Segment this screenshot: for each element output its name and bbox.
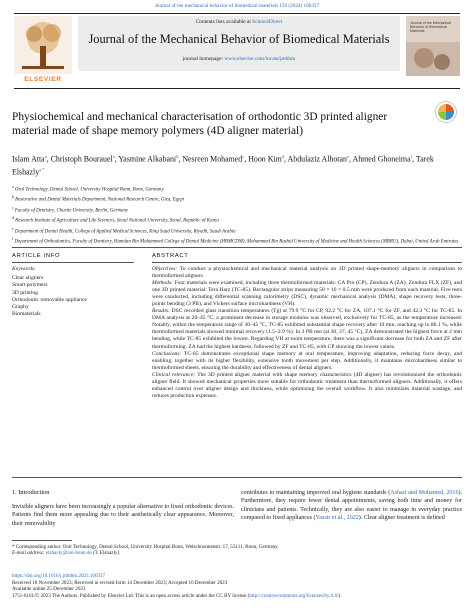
introduction-text-right [241, 489, 462, 522]
abstract-section-text: Four materials were examined, including three thermoformed materials: CA Pro (CP), Zendura A (ZA), Zendura FLX (ZF), and one 3D printed material: Tera Harz (TC-85). Rectangular strips measuring 50 × 10 × 0.5 mm were produced from each material. Five tests were conducted, including differential scanning calorimetry (DSC), dynamic mechanical analysis (DMA), shape recovery tests, three-points bending (3 PB), and Vickers surface microhardness (VH). [152, 280, 462, 308]
contents-prefix: Contents lists available at [195, 19, 253, 25]
affiliation-item [12, 194, 462, 204]
email-suffix: (T. Elshazly). [91, 550, 121, 557]
affiliation-text: Department of Orthodontics, Faculty of Dentistry, Hamdan Bin Mohammed College of Dental Medicine (HBMCDM), Mohammed Bin Rashid University of Medicine and Health Sciences (MBRU), Dubai, United Arab Emirates [14, 239, 459, 245]
license-prefix: 1751-6161/© 2023 The Authors. Published by Elsevier Ltd. This is an open access article under the CC BY license ( [12, 592, 250, 599]
corresponding-author-footnote [12, 544, 462, 557]
abstract-paragraph [152, 280, 462, 308]
citation-link[interactable]: Yassir et al., 2022 [315, 514, 359, 521]
abstract-section-label: Methods: [152, 280, 173, 287]
author-list: Islam Atta$^a$, Christoph Bourauel$^a$, Yasmine Alkabani$^b$, Nesreen Mohamed$^c$, Hoon Kim$^d$, Abdulaziz Alhotan$^e$, Ahmed Ghoneima$^f$, Tarek Elshazly$^{a,*}$ [12, 154, 434, 177]
check-for-updates-icon [434, 100, 458, 124]
abstract-body [152, 266, 462, 400]
abstract-section-label: Objectives: [152, 266, 178, 272]
title-top-rule [14, 88, 460, 89]
received-dates: Received 18 November 2023; Received in revised form 14 December 2023; Accepted 16 December 2023 [12, 579, 228, 586]
author-affiliation-marker[interactable]: a [44, 154, 47, 159]
author-name[interactable]: Hoon Kim [248, 154, 282, 164]
license-link[interactable]: http://creativecommons.org/licenses/by/4.0/ [249, 592, 339, 599]
affiliation-marker: b [12, 195, 14, 200]
header-divider [14, 13, 460, 14]
email-label: E-mail address: [12, 550, 46, 557]
affiliation-item [12, 184, 462, 194]
abstract-section-text: To conduct a physiochemical and mechanical material analysis on 3D printed shape-memory aligners in comparison to thermoformed aligners. [152, 266, 462, 280]
sciencedirect-link[interactable]: ScienceDirect [252, 19, 283, 25]
journal-reference-line[interactable]: Journal of the mechanical behavior of biomedical materials 150 (2024) 106337 [154, 3, 320, 9]
abstract-section-text: TC-85 demonstrates exceptional shape memory at oral temperature, improving adaptation, reducing force decay, and enabling, together with its higher flexibility, extensive tooth movement per step. Additionally, it maintains microhardness similar to thermoformed sheets, ensuring the durability and effectiveness of dental aligners. [152, 350, 462, 371]
affiliation-text: Faculty of Dentistry, Charite University, Berlin, Germany [14, 208, 129, 214]
abstract-rule [152, 262, 462, 263]
author-name[interactable]: Ahmed Ghoneima [352, 154, 411, 164]
author-affiliation-marker[interactable]: e [346, 154, 349, 159]
affiliation-marker: e [12, 226, 14, 231]
author-affiliation-marker[interactable]: a,* [39, 167, 45, 173]
available-online-date: Available online 25 December 2023 [12, 586, 86, 593]
abstract-section-label: Clinical relevance: [152, 371, 196, 378]
intro-text-segment: ). Clear aligner treatment is defined [358, 514, 445, 521]
affiliation-list [12, 184, 462, 247]
keyword-item: Orthodontic removable appliance [12, 296, 87, 303]
email-line [12, 550, 462, 556]
introduction-text-left: Invisible aligners have been increasingly a popular alternative to fixed orthodontic devices. Patients find them more appealing due to their aesthetically clear appearance. Moreover, their removability [12, 504, 234, 527]
abstract-paragraph [152, 372, 462, 400]
keyword-item: Smart polymers [12, 282, 48, 289]
abstract-bottom-rule [12, 477, 462, 478]
author-name[interactable]: Yasmine Alkabani [118, 154, 177, 164]
abstract-section-label: Conclusions: [152, 350, 182, 357]
keywords-label: Keywords: [12, 266, 37, 272]
journal-cover-thumbnail[interactable] [406, 16, 460, 76]
affiliation-item [12, 205, 462, 215]
author-affiliation-marker[interactable]: b [176, 154, 179, 159]
keyword-list [12, 275, 134, 319]
corresponding-author-text: * Corresponding author. Oral Technology, Dental School, University Hospital Bonn, Welschnonnenstr. 17, 53111, Bonn, Germany. [12, 544, 279, 550]
doi-link[interactable]: https://doi.org/10.1016/j.jmbbm.2023.106337 [12, 573, 106, 579]
author-name[interactable]: Abdulaziz Alhotan [287, 154, 347, 164]
abstract-heading: ABSTRACT [152, 253, 189, 259]
author-name[interactable]: Tarek Elshazly [12, 154, 434, 177]
footnote-rule [12, 540, 72, 541]
abstract-section-text: DSC recorded glass transition temperatures (Tg) at 79.9 °C for CP, 92.2 °C for ZA, 107.1 °C for ZF, and 42.3 °C for TC-85. In DMA analysis at 20–45 °C, a prominent decrease in storage modulus was observed, exclusively for TC-85, as the temperature increased. Notably, within the temperature range of 30–45 °C, TC-85 exhibited substantial shape recovery after 10 min, reaching up to 86.1 %, while thermoformed materials showed minimal recovery (1.5–2.9 %). In 3 PB test (at 30, 37, 45 °C), ZA demonstrated the highest force at 2 mm bending, while TC-85 exhibited the lowest. Regarding VH at room temperature, there was a significant decrease for both ZA and ZF after thermoforming. ZA had the highest hardness, followed by ZF and TC-85, with CP showing the lowest values. [152, 308, 462, 350]
abstract-paragraph [152, 266, 462, 280]
author-affiliation-marker[interactable]: c [242, 154, 245, 159]
journal-homepage [78, 56, 400, 62]
article-metadata-footer [12, 573, 462, 599]
license-line [12, 593, 462, 600]
affiliation-text: Restorative and Dental Materials Department, National Research Centre, Giza, Egypt [15, 198, 185, 204]
affiliation-item [12, 215, 462, 225]
keyword-item: Biomaterials [12, 311, 41, 318]
cover-art-icon [406, 42, 460, 76]
affiliation-text: Oral Technology, Dental School, University Hospital Bonn, Bonn, Germany [14, 187, 164, 193]
keyword-item: 3D printing [12, 289, 38, 296]
affiliation-marker: a [12, 185, 14, 189]
affiliation-marker: c [12, 205, 14, 210]
keyword-item: Clear aligners [12, 275, 44, 281]
intro-text-segment: contributes to maintaining improved oral hygiene standards ( [241, 490, 391, 496]
author-name[interactable]: Islam Atta [12, 154, 45, 164]
affiliation-item [12, 236, 462, 246]
article-info-heading: ARTICLE INFO [12, 253, 61, 259]
intro-text-segment: ). Furthermore, they require fewer dental appointments, saving both time and money for clinicians and patients. Technically, they are also easier to manage in everyday practice compared to fixed appliances ( [241, 490, 462, 521]
abstract-paragraph [152, 351, 462, 372]
elsevier-tree-logo[interactable] [14, 16, 72, 74]
abstract-section-text: The 3D printed aligner material with shape memory characteristics (4D aligner) has revolutionized the orthodontic aligner field. It showed mechanical properties more suitable for orthodontic treatment than thermoformed aligners. Additionally, it offers enhanced control over aligner design and thickness, while optimizing the overall workflow. It also minimizes material wastage, and reduces production expenses. [152, 371, 462, 399]
article-info-rule [12, 262, 134, 263]
abstract-section-label: Results: [152, 308, 170, 315]
publisher-wordmark: ELSEVIER [24, 76, 62, 83]
author-name[interactable]: Nesreen Mohamed [182, 154, 243, 164]
section-rule [12, 247, 462, 248]
journal-name: Journal of the Mechanical Behavior of Biomedical Materials [88, 32, 390, 46]
affiliation-text: Research Institute of Agriculture and Life Sciences, Seoul National University, Seoul, Republic of Korea [15, 218, 219, 224]
affiliation-marker: d [12, 216, 14, 221]
citation-link[interactable]: Ashari and Mohamed, 2016 [390, 490, 459, 496]
affiliation-text: Department of Dental Health, College of Applied Medical Sciences, King Saud University, Riyadh, Saudi Arabia [14, 229, 236, 235]
author-affiliation-marker[interactable]: a [112, 154, 115, 159]
tree-icon [14, 16, 72, 74]
keyword-item: Graphy [12, 304, 29, 311]
introduction-heading: 1. Introduction [12, 489, 50, 496]
author-affiliation-marker[interactable]: d [281, 154, 285, 159]
check-for-updates-badge[interactable] [434, 100, 458, 124]
affiliation-item [12, 226, 462, 236]
abstract-paragraph [152, 308, 462, 350]
homepage-link[interactable]: www.elsevier.com/locate/jmbbm [224, 56, 296, 62]
license-suffix: ). [338, 592, 342, 599]
cover-title: Journal of the Mechanical Behavior of Biomedical Materials [410, 21, 451, 34]
article-title: Physiochemical and mechanical characterisation of orthodontic 3D printed aligner material made of shape memory polymers (4D aligner material) [12, 111, 388, 137]
homepage-prefix: journal homepage: [182, 56, 225, 62]
affiliation-marker: f [12, 237, 14, 242]
author-affiliation-marker[interactable]: f [410, 154, 413, 159]
email-link[interactable]: elshazly@uni-bonn.de [45, 550, 92, 557]
contents-line [78, 19, 400, 25]
author-name[interactable]: Christoph Bourauel [50, 154, 113, 164]
